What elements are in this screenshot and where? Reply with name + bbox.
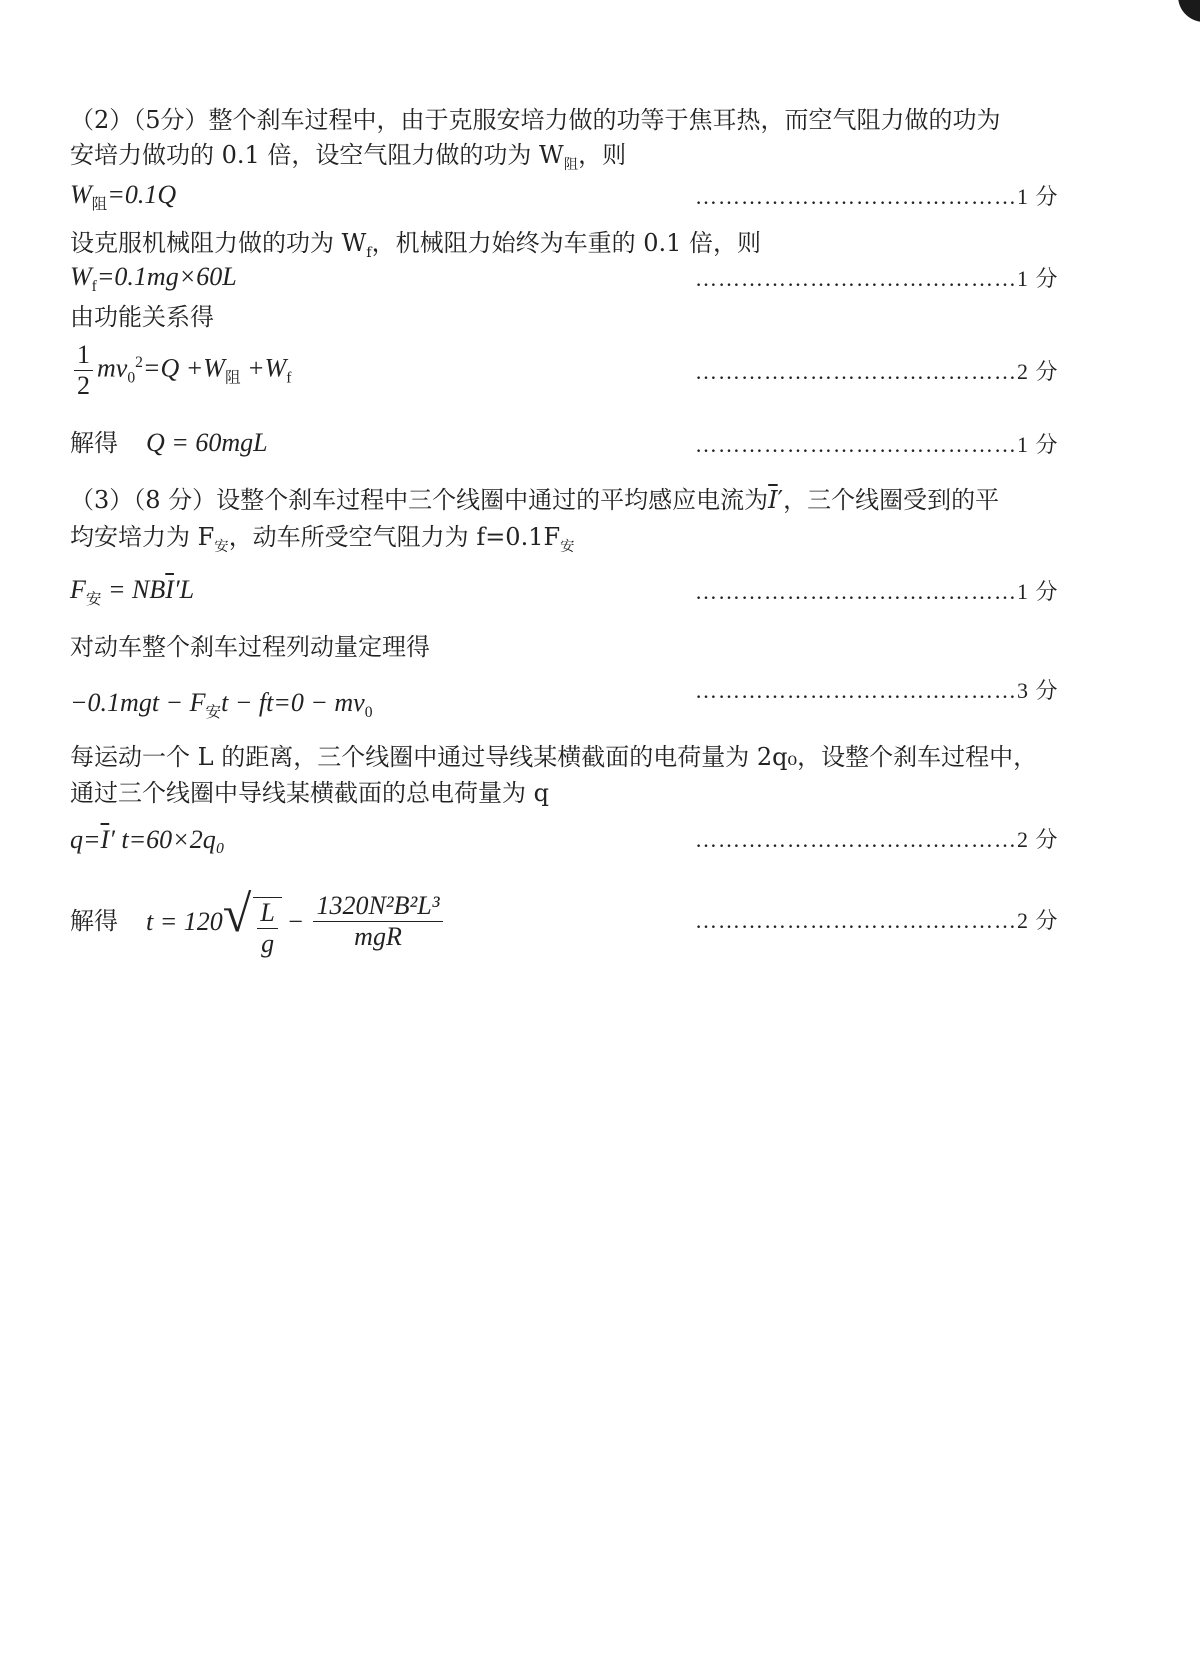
p3-eq6a: −0.1mgt − F	[70, 688, 206, 717]
p2-score4: ……………………………………1 分	[695, 432, 1059, 457]
p2-text2-main: 设克服机械阻力做的功为 W	[70, 229, 367, 257]
p3-intro-line2	[70, 522, 575, 562]
p3-eq7a: q=	[70, 825, 101, 854]
p3-eq6	[70, 688, 373, 728]
p3-eq8-frac	[313, 891, 442, 952]
p3-eq8-sqrt-den: g	[261, 928, 275, 958]
p2-eq4	[70, 428, 268, 459]
p3-eq8-frac-num: 1320N²B²L³	[313, 891, 442, 922]
p2-score3: ……………………………………2 分	[695, 359, 1059, 384]
p2-eq3-mv: mv	[97, 353, 128, 383]
p3-score5: ……………………………………1 分	[695, 579, 1059, 604]
p3-eq5	[70, 575, 194, 615]
p3-eq8	[70, 885, 447, 959]
p3-score6: ……………………………………3 分	[695, 678, 1059, 703]
p2-eq1-w: W	[70, 180, 92, 209]
p3-eq8-sqrt-frac	[257, 898, 277, 959]
p2-eq3-sub0: 0	[127, 369, 136, 387]
p2-eq1-rhs: =0.1Q	[107, 180, 177, 209]
p2-intro-line2	[70, 140, 626, 180]
p2-text2-sub: f	[366, 244, 372, 261]
p3-eq5-f: F	[70, 575, 86, 604]
p3-intro-line2b: ，动车所受空气阻力为 f=0.1F	[228, 523, 561, 551]
p3-eq8-sqrt	[223, 885, 282, 959]
p3-intro-line2-sub: 安	[214, 538, 229, 555]
p3-intro-line2a: 均安培力为 F	[70, 523, 215, 551]
p3-score8: ……………………………………2 分	[695, 908, 1059, 933]
p3-eq8-radicand	[253, 897, 281, 959]
p2-intro-line2-text: 安培力做功的 0.1 倍，设空气阻力做的功为 W	[70, 141, 564, 169]
p2-eq2	[70, 262, 237, 302]
p3-intro-line1b: ′，三个线圈受到的平	[777, 486, 1000, 514]
p3-intro-line1-i: $\overline{I}$	[768, 486, 778, 514]
p3-eq7	[70, 825, 225, 855]
p2-intro-line1	[70, 105, 1001, 135]
p2-eq3	[70, 340, 291, 401]
p2-eq3-sub-f: f	[286, 369, 292, 387]
p3-eq6-sub: 安	[205, 704, 222, 722]
p2-text3: 由功能关系得	[70, 303, 214, 331]
p3-eq8-lhs: t = 120	[146, 906, 223, 936]
p2-eq1	[70, 180, 176, 220]
sqrt-icon: √	[222, 886, 252, 943]
p3-text6: 对动车整个刹车过程列动量定理得	[70, 633, 430, 661]
p3-eq7b: ′ t=60×2q₀	[109, 825, 225, 854]
p3-score7: ……………………………………2 分	[695, 827, 1059, 852]
p2-intro-line1-text: （2）（5分）整个刹车过程中，由于克服安培力做的功等于焦耳热，而空气阻力做的功为	[70, 106, 1001, 134]
p2-eq3-num: 1	[74, 340, 93, 371]
p3-intro-line2-sub2: 安	[560, 538, 575, 555]
p2-eq3-sub-zu: 阻	[224, 369, 241, 387]
p3-text7-line2: 通过三个线圈中导线某横截面的总电荷量为 q	[70, 779, 549, 807]
p3-intro-line1a: （3）（8 分）设整个刹车过程中三个线圈中通过的平均感应电流为	[70, 486, 769, 514]
p3-eq6b: t − ft=0 − mv	[221, 688, 365, 717]
p2-eq2-w: W	[70, 262, 92, 291]
p3-eq6-sub0: 0	[364, 704, 373, 722]
p3-eq7-i: $\overline{I}$	[100, 825, 110, 854]
p3-eq8-minus: −	[281, 906, 310, 936]
p2-score2: ……………………………………1 分	[695, 266, 1059, 291]
p3-eq5-mid: = NB	[101, 575, 166, 604]
p2-eq3-sup2: 2	[135, 353, 143, 371]
p3-eq5-i: $\overline{I}$	[165, 575, 174, 604]
p3-eq8-frac-den: mgR	[354, 922, 402, 952]
p2-eq3-rhs1: =Q +W	[142, 353, 225, 383]
p3-eq5-sub: 安	[85, 591, 102, 609]
p3-intro-line1	[70, 485, 999, 515]
p2-intro-line2-sub: 阻	[563, 156, 579, 173]
p2-sol-label: 解得	[70, 431, 118, 457]
p2-text2-tail: ，机械阻力始终为车重的 0.1 倍，则	[371, 229, 762, 257]
p2-score1: ……………………………………1 分	[695, 184, 1059, 209]
p2-eq1-sub: 阻	[91, 196, 108, 214]
p2-eq2-sub: f	[91, 278, 97, 296]
p3-sol-label: 解得	[70, 908, 118, 935]
p3-text7-line1: 每运动一个 L 的距离，三个线圈中通过导线某横截面的电荷量为 2q₀，设整个刹车过程中，	[70, 743, 1038, 771]
corner-overlay	[1178, 0, 1200, 22]
p2-eq3-frac	[74, 340, 93, 401]
p2-eq4-expr: Q = 60mgL	[146, 428, 268, 457]
p2-intro-line2-tail: ，则	[578, 141, 627, 169]
p3-eq5-tail: ′L	[173, 575, 195, 604]
p2-eq3-rhs2: +W	[240, 353, 287, 383]
p2-eq2-rhs: =0.1mg×60L	[96, 262, 237, 291]
p3-eq8-sqrt-num: L	[257, 898, 277, 929]
p2-eq3-den: 2	[77, 371, 90, 400]
